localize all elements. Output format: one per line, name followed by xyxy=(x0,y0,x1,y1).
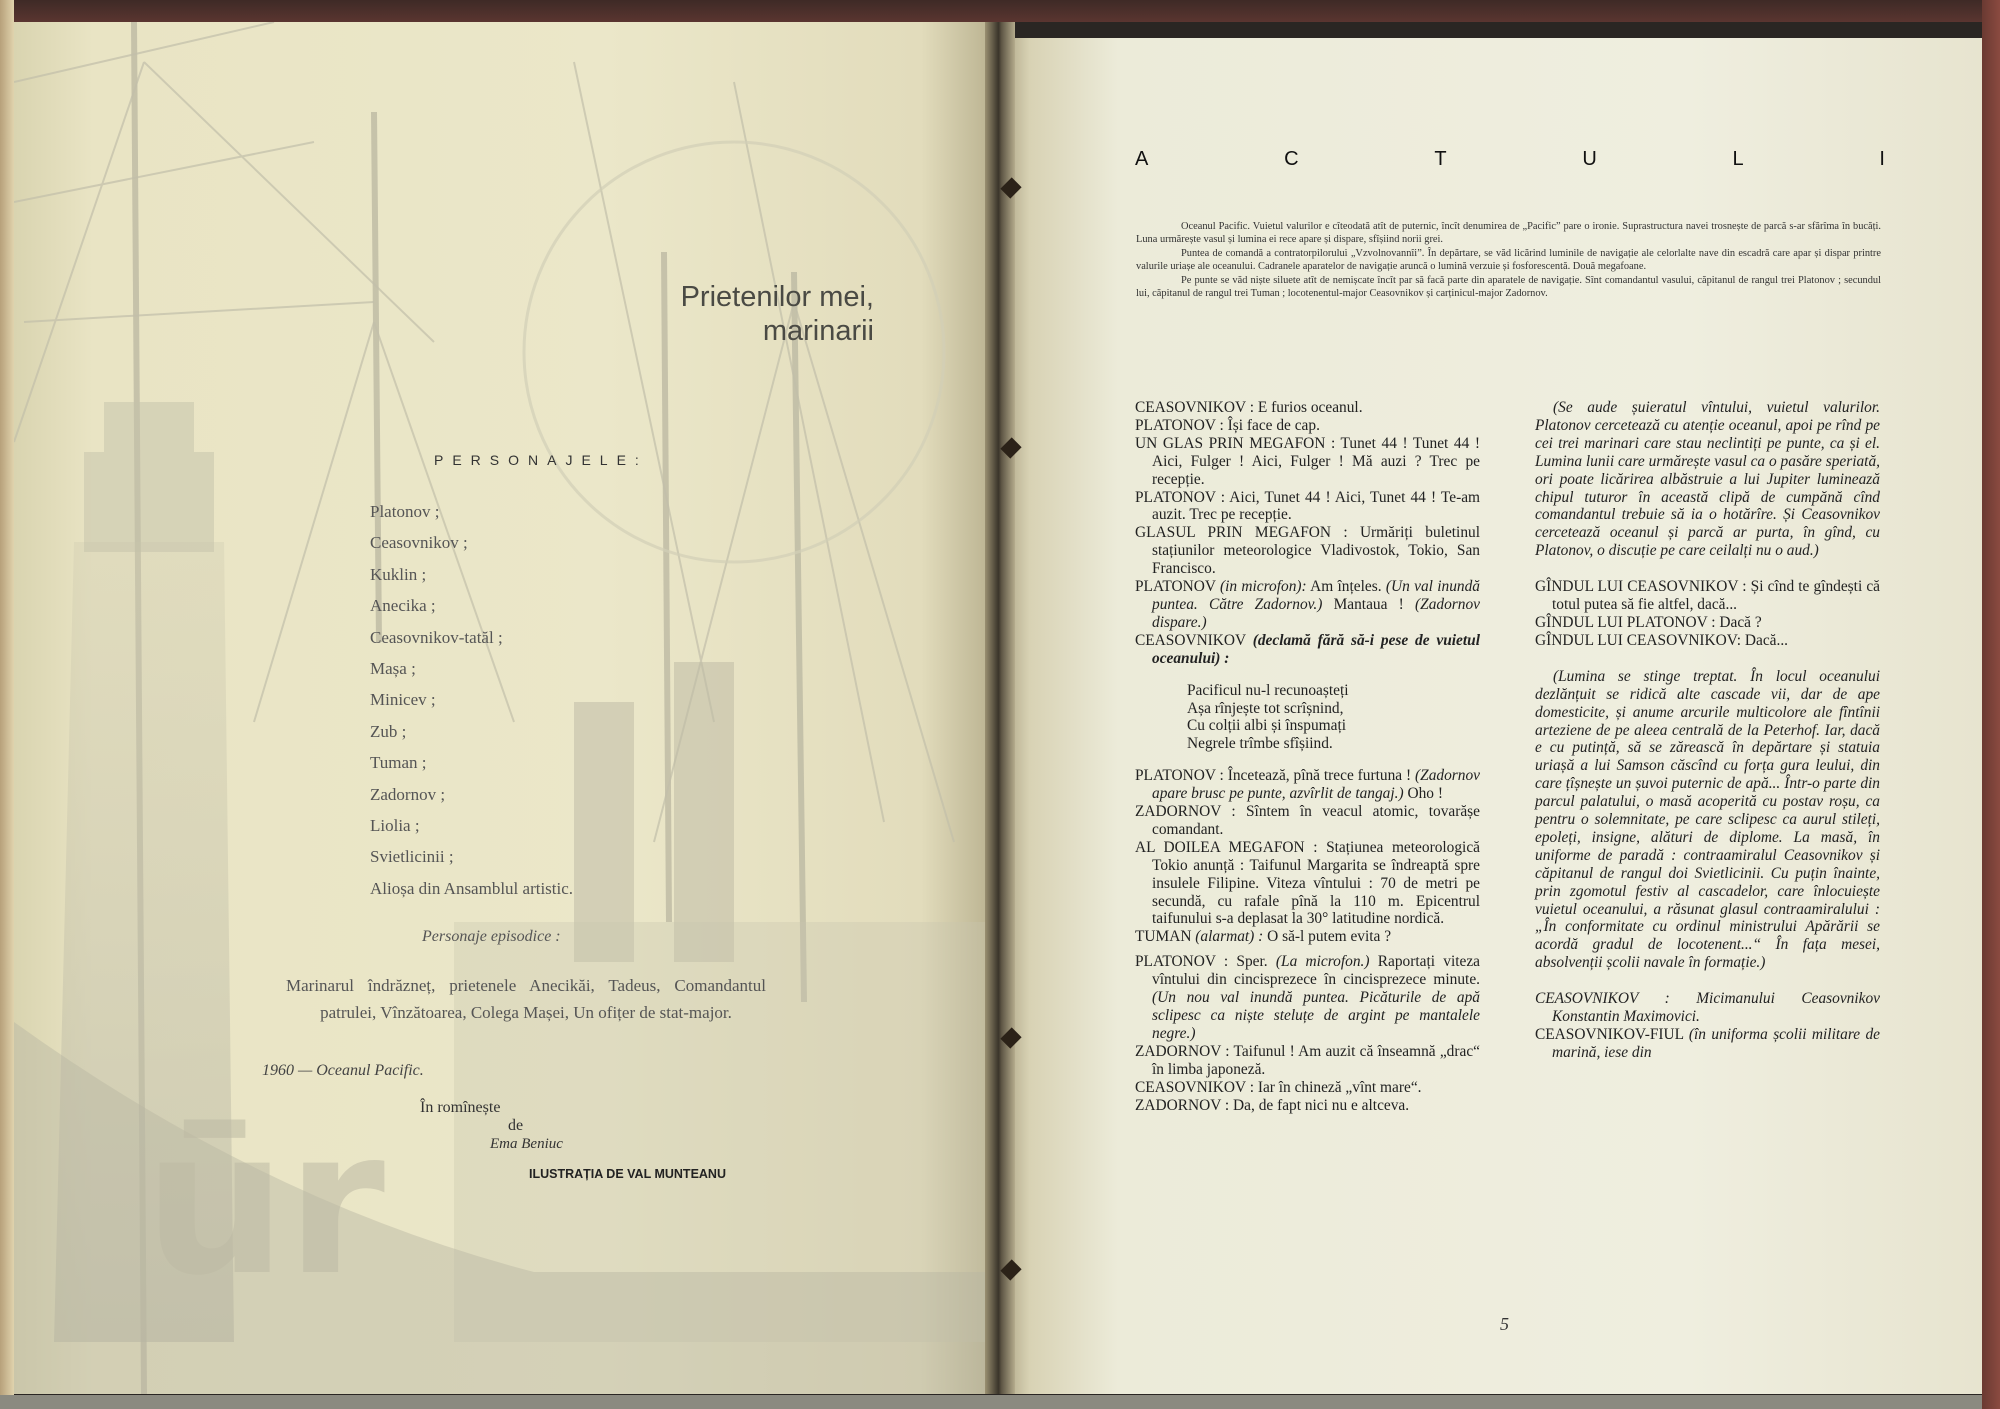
character-item: Ceasovnikov-tatăl ; xyxy=(370,627,503,647)
stage-direction: (în uniforma școlii militare de marină, iese din xyxy=(1552,1026,1880,1061)
verse-line: Cu colții albi și înspumați xyxy=(1187,717,1347,735)
speech: Micimanului Ceasovnikov Konstantin Maximovici. xyxy=(1552,990,1880,1026)
character-item: Minicev ; xyxy=(370,690,436,710)
book-cover-left-edge xyxy=(0,0,14,1409)
spacer xyxy=(1535,972,1880,990)
episodic-heading: Personaje episodice : xyxy=(422,928,561,945)
intro-paragraph: Puntea de comandă a contratorpilorului „Vzvolnovannîi”. În depărtare, se văd licărind luminile de navigație ale celorlalte nave din escadră care apar și dispar printre valurile uriașe ale oceanului. Cadranele aparatelor de navigație aruncă o lumină verzuie și fosforescentă. Două megafoane. xyxy=(1136,247,1881,273)
character-item: Platonov ; xyxy=(370,502,440,521)
speaker: CEASOVNIKOV : xyxy=(1535,990,1670,1008)
speaker: CEASOVNIKOV xyxy=(1135,631,1246,649)
speech: Mantaua ! xyxy=(1333,595,1404,613)
stage-direction: (in microfon): xyxy=(1219,578,1307,596)
speaker: PLATONOV xyxy=(1135,578,1216,596)
scene-description xyxy=(1136,220,1881,300)
dialogue-line xyxy=(1135,953,1480,1043)
speech: PLATONOV : Încetează, pînă trece furtuna ! xyxy=(1135,767,1412,785)
dedication-line-1: Prietenilor mei, xyxy=(680,281,874,313)
speech: Oho ! xyxy=(1407,785,1443,803)
episodic-characters: Marinarul îndrăzneț, prietenele Anecikăi, Tadeus, Comandantul patrulei, Vînzătoarea, Colega Mașei, Un ofițer de stat-major. xyxy=(286,976,766,1022)
dialogue-line xyxy=(1135,632,1480,668)
dialogue-line: CEASOVNIKOV : Iar în chineză „vînt mare“. xyxy=(1135,1078,1422,1096)
dialogue-line xyxy=(1535,990,1880,1026)
act-title-letter: U xyxy=(1582,148,1597,170)
left-page xyxy=(14,22,1000,1394)
dialogue-line: GÎNDUL LUI PLATONOV : Dacă ? xyxy=(1535,613,1762,631)
stage-direction: (La microfon.) xyxy=(1275,953,1370,971)
date-place: 1960 — Oceanul Pacific. xyxy=(262,1062,424,1079)
verse xyxy=(1187,682,1480,754)
spacer xyxy=(1535,650,1880,668)
dialogue-line xyxy=(1535,1026,1880,1062)
verse-line: Așa rînjește tot scrîșnind, xyxy=(1187,699,1344,717)
book-cover-bottom-edge xyxy=(0,1395,2000,1409)
dialogue-line: GÎNDUL LUI CEASOVNIKOV: Dacă... xyxy=(1535,631,1789,649)
stage-direction: (Un nou val inundă puntea. Picăturile de apă sclipesc ca niște steluțe de argint pe mantalele negre.) xyxy=(1152,989,1480,1042)
dialogue-line: AL DOILEA MEGAFON : Stațiunea meteorologică Tokio anunță : Taifunul Margarita se îndreaptă spre insulele Filipine. Viteza vîntului : 70 de metri pe secundă, cu rafale pînă la 110 m. Epicentrul taifunului s-a deplasat la 30° latitudine nordică. xyxy=(1135,838,1480,928)
stage-direction-block: (Lumina se stinge treptat. În locul oceanului dezlănțuit se ridică alte cascade vii, dar de ape domesticite, și anume arcurile multicolore ale fîntînii arteziene de pe aleea centrală de la Peterhof. Iar, dacă e cu putință, să se zărească în depărtare și statuia uriașă a lui Samson căscînd cu forța gura leului, din care țîșnește un șuvoi puternic de apă... Într-o parte din parcul palatului, o masă acoperită cu postav roșu, ca pentru o solemnitate, pe care sclipesc ca aurul stileți, epoleți, insigne, alături de diplome. La masă, în uniforme de paradă : contraamiralul Ceasovnikov și căpitanul de rangul doi Svietlicinii. Cu puțin înainte, prin zgomotul festiv al cascadelor, care înlocuiește vuietul oceanului, a răsunat glasul contraamiralului : „În conformitate cu ordinul ministrului Apărării se acordă gradul de locotenent...“ În fața mesei, absolvenții școlii navale în formație.) xyxy=(1535,667,1880,972)
dialogue-line xyxy=(1135,578,1480,632)
svg-text:ūr: ūr xyxy=(144,1087,386,1320)
speech: Raportați viteza vîntului din cincisprezece în cincisprezece minute. xyxy=(1152,953,1480,989)
character-item: Zub ; xyxy=(370,721,407,741)
dialogue-line: ZADORNOV : Taifunul ! Am auzit că înseamnă „drac“ în limba japoneză. xyxy=(1135,1042,1480,1078)
verse-line: Pacificul nu-l recunoașteți xyxy=(1187,681,1349,699)
stage-direction: (declamă fără să-i pese de vuietul oceanului) : xyxy=(1152,631,1480,667)
dialogue-line xyxy=(1135,767,1480,803)
act-title-letter: A xyxy=(1135,148,1149,170)
dialogue-line: PLATONOV : Își face de cap. xyxy=(1135,416,1320,434)
verse-line: Negrele trîmbe sfîșiind. xyxy=(1187,735,1333,753)
illustration-credit: ILUSTRAȚIA DE VAL MUNTEANU xyxy=(529,1167,726,1181)
spacer xyxy=(1535,560,1880,578)
act-title-letter: C xyxy=(1284,148,1299,170)
translator-name: Ema Beniuc xyxy=(490,1136,563,1152)
character-item: Liolia ; xyxy=(370,815,420,835)
right-page xyxy=(1000,38,1982,1394)
stage-direction: (Zadornov apare brusc pe punte, azvîrlit de tangaj.) xyxy=(1152,767,1480,803)
act-title xyxy=(1135,148,1885,171)
dialogue-line: GLASUL PRIN MEGAFON : Urmăriți buletinul stațiunilor meteorologice Vladivostok, Tokio, San Francisco. xyxy=(1135,524,1480,578)
dialogue-column-right xyxy=(1535,399,1880,1062)
character-item: Zadornov ; xyxy=(370,784,446,804)
stage-direction: (Zadornov dispare.) xyxy=(1152,595,1481,631)
dialogue-line: ZADORNOV : Sîntem în veacul atomic, tovarășe comandant. xyxy=(1135,803,1480,838)
book-cover-right-edge xyxy=(1982,0,2000,1409)
character-item: Alioșa din Ansamblul artistic. xyxy=(370,878,574,898)
translation-line-1: În romînește xyxy=(420,1099,501,1116)
stage-direction: (alarmat) : xyxy=(1195,928,1264,946)
translation-line-2: de xyxy=(508,1117,524,1134)
dialogue-line: UN GLAS PRIN MEGAFON : Tunet 44 ! Tunet 44 ! Aici, Fulger ! Aici, Fulger ! Mă auzi ? Trec pe recepție. xyxy=(1135,434,1480,488)
intro-paragraph: Pe punte se văd niște siluete atît de nemișcate încît par să facă parte din aparatele de navigație. Sînt comandantul vasului, căpitanul de rangul trei Platonov ; secundul lui, căpitanul de rangul trei Tuman ; locotenentul-major Ceasovnikov și carținicul-major Zadornov. xyxy=(1136,274,1881,300)
dialogue-line: ZADORNOV : Da, de fapt nici nu e altceva. xyxy=(1135,1096,1410,1114)
stage-direction: (Un val inundă puntea. Către Zadornov.) xyxy=(1152,578,1480,613)
book-gutter xyxy=(985,22,1015,1394)
dialogue-line: CEASOVNIKOV : E furios oceanul. xyxy=(1135,399,1363,416)
character-item: Svietlicinii ; xyxy=(370,847,454,867)
character-item: Tuman ; xyxy=(370,753,427,773)
character-item: Kuklin ; xyxy=(370,564,427,584)
character-item: Anecika ; xyxy=(370,596,436,616)
book-cover-top-edge xyxy=(0,0,2000,22)
characters-heading: PERSONAJELE: xyxy=(434,452,648,468)
speaker: TUMAN xyxy=(1135,928,1192,946)
speech: O să-l putem evita ? xyxy=(1267,928,1392,946)
intro-paragraph: Oceanul Pacific. Vuietul valurilor e cîteodată atît de puternic, încît denumirea de „Pacific” pare o ironie. Suprastructura navei trosnește de parcă s-ar sfărîma în bucăți. Luna urmărește vasul și lumina ei rece apare și dispare, sfîșiind norii grei. xyxy=(1136,221,1881,246)
stage-direction-block: (Se aude șuieratul vîntului, vuietul valurilor. Platonov cercetează cu atenție oceanul, apoi pe rînd pe cei trei marinari care stau neclintiți pe punte, ca și el. Lumina lunii care urmărește vasul ca o pasăre speriată, ori poate licărirea albăstruie a lui Jupiter luminează chipul tuturor în această clipă de cumpănă cînd comandantul trebuie să ia o hotărîre. Și Ceasovnikov cercetează oceanul și parcă ar purta, în gînd, cu Platonov, o discuție pe care ceilalți nu o aud.) xyxy=(1535,399,1880,560)
dialogue-line: PLATONOV : Aici, Tunet 44 ! Aici, Tunet 44 ! Te-am auzit. Trec pe recepție. xyxy=(1135,488,1480,524)
character-item: Ceasovnikov ; xyxy=(370,533,468,553)
act-title-letter: L xyxy=(1732,148,1744,170)
dedication-line-2: marinarii xyxy=(762,315,874,347)
act-title-letter: T xyxy=(1434,148,1447,170)
dialogue-line: GÎNDUL LUI CEASOVNIKOV : Și cînd te gîndești că totul putea să fie altfel, dacă... xyxy=(1535,578,1880,614)
dialogue-column-left xyxy=(1135,399,1480,1114)
speech: PLATONOV : Sper. xyxy=(1135,953,1268,971)
characters-list xyxy=(370,496,573,904)
character-item: Mașa ; xyxy=(370,658,416,678)
page-number: 5 xyxy=(1500,1314,1509,1334)
speaker: CEASOVNIKOV-FIUL xyxy=(1535,1026,1684,1043)
act-title-letter: I xyxy=(1879,148,1885,170)
speech: Am înțeles. xyxy=(1310,578,1382,596)
dialogue-line xyxy=(1135,928,1480,946)
